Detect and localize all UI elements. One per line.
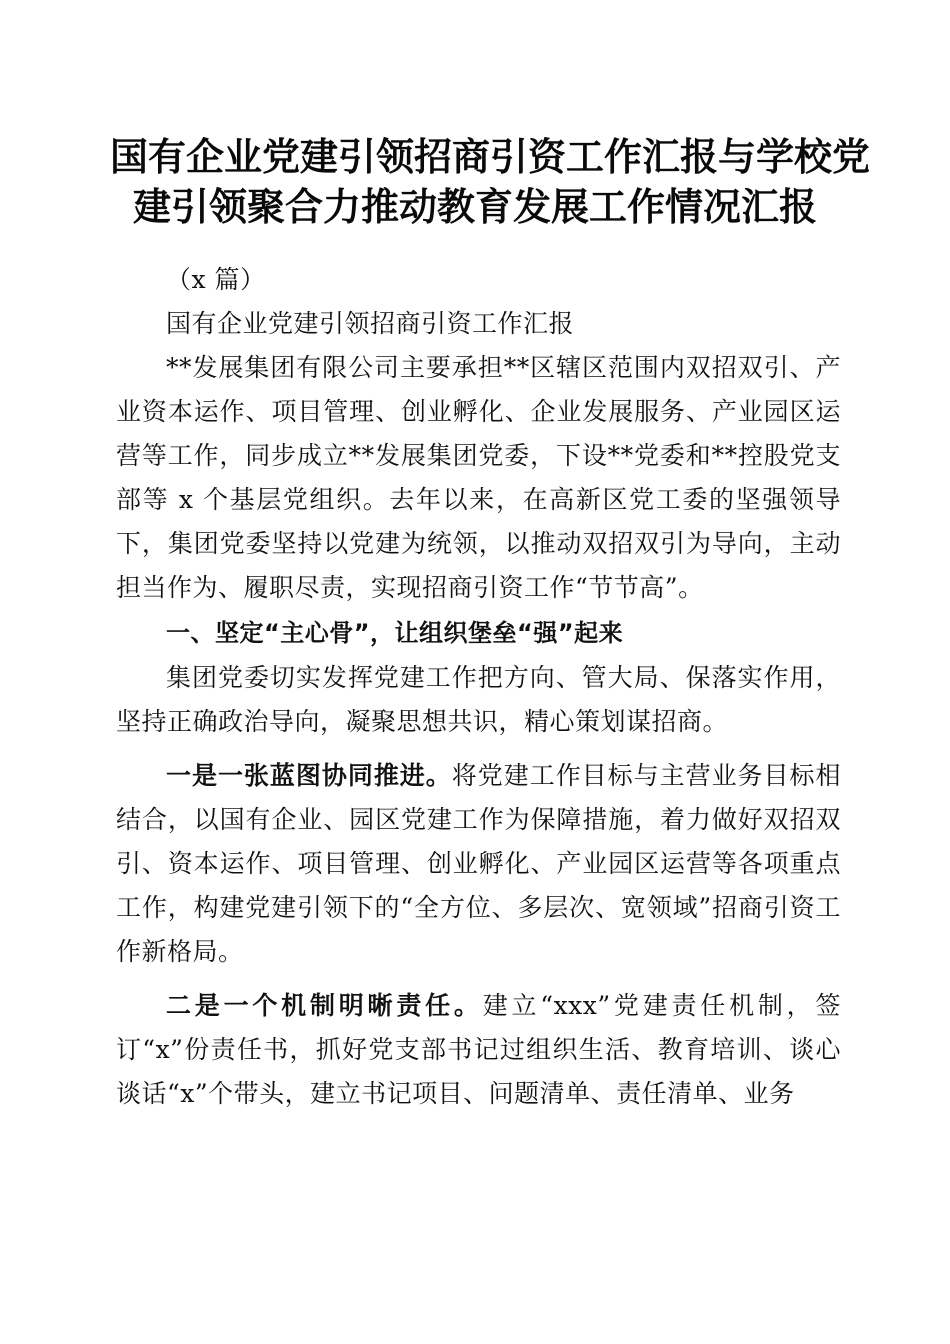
subtitle: 国有企业党建引领招商引资工作汇报	[166, 309, 575, 338]
title-line-1: 国有企业党建引领招商引资工作汇报与学校党	[110, 135, 871, 179]
point-one-lead: 一是一张蓝图协同推进。	[166, 761, 452, 790]
paragraph-intro: **发展集团有限公司主要承担**区辖区范围内双招双引、产业资本运作、项目管理、创业孵化、企业发展服务、产业园区运营等工作，同步成立**发展集团党委，下设**党委和**控股党支部等 x 个基层党组织。去年以来，在高新区党工委的坚强领导下，集团党委坚持以党建为统领，以推动双招双引为导向，主动担当作为、履职尽责，实现招商引资工作“节节高”。	[116, 353, 841, 602]
point-two-lead: 二是一个机制明晰责任。	[166, 991, 483, 1020]
count-label: （x 篇）	[166, 265, 266, 294]
paragraph-point-two	[116, 984, 841, 1116]
point-one-text: 将党建工作目标与主营业务目标相结合，以国有企业、园区党建工作为保障措施，着力做好双招双引、资本运作、项目管理、创业孵化、产业园区运营等各项重点工作，构建党建引领下的“全方位、多层次、宽领域”招商引资工作新格局。	[116, 761, 841, 966]
paragraph-section-intro: 集团党委切实发挥党建工作把方向、管大局、保落实作用，坚持正确政治导向，凝聚思想共识，精心策划谋招商。	[116, 663, 841, 736]
document-title	[110, 132, 871, 232]
document-body	[116, 258, 841, 1116]
title-line-2: 建引领聚合力推动教育发展工作情况汇报	[132, 185, 817, 229]
section-heading: 一、坚定“主心骨”，让组织堡垒“强”起来	[166, 619, 624, 647]
paragraph-point-one	[116, 754, 841, 974]
point-two-text: 建立“xxx”党建责任机制，签订“x”份责任书，抓好党支部书记过组织生活、教育培训、谈心谈话“x”个带头，建立书记项目、问题清单、责任清单、业务	[116, 991, 841, 1108]
